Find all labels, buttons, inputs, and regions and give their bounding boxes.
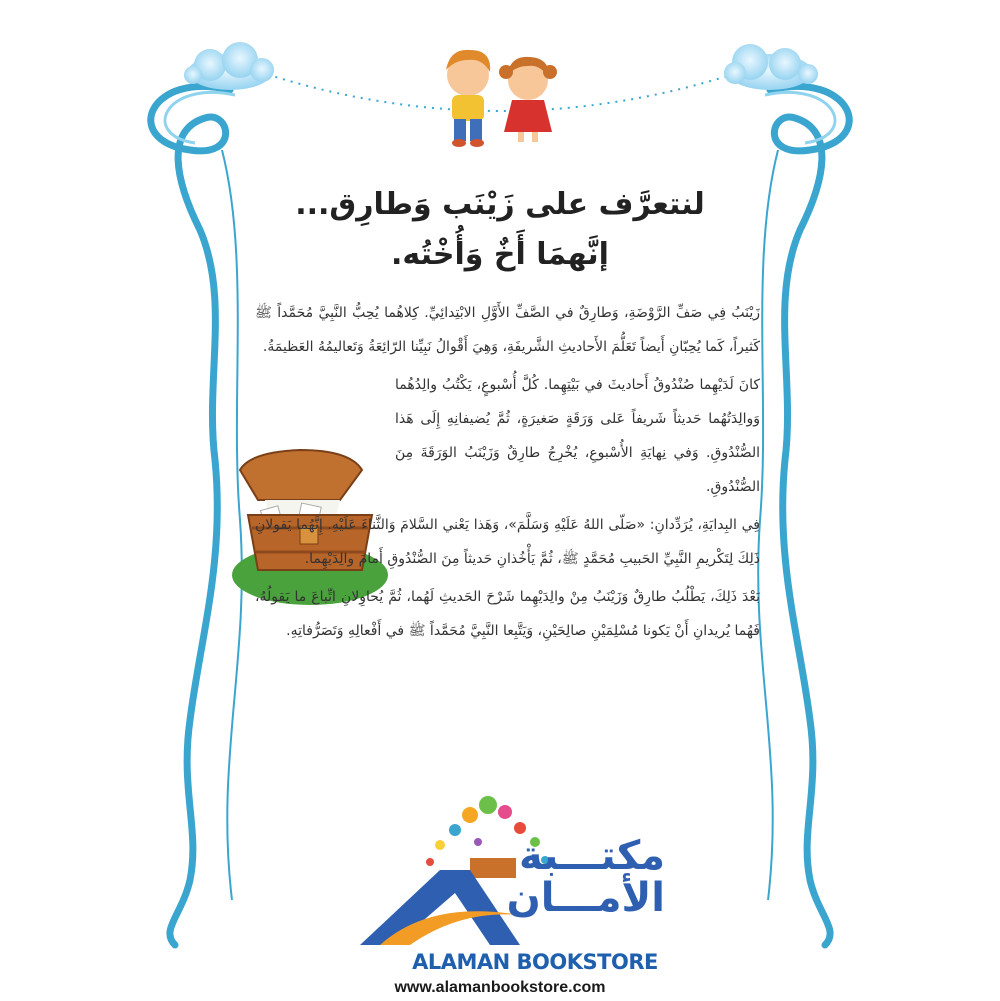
title-line-1: لنتعرَّف على زَيْنَب وَطارِق... — [295, 187, 705, 222]
brand-arabic-line-1: مكتـــبة — [519, 833, 665, 879]
frame-left-border — [151, 86, 230, 945]
paragraph-2: كانَ لَدَيْهِما صُنْدُوقُ أَحاديثَ في بَيْتِهِما. كُلَّ أُسْبوعٍ، يَكْتُبُ والِدُهُما وَوالِدَتُهُما حَديثاً شَريفاً عَلى وَرَقَةٍ صَغيرَةٍ، ثُمَّ يُضيفانِهِ إِلَى هَذا الصُّنْدُوقِ. وَفي نِهايَةِ الأُسْبوعِ، يُخْرِجُ طارِقٌ وَزَيْنَبُ الوَرَقَةَ مِنَ الصُّنْدُوقِ. — [395, 377, 760, 495]
logo-a-mark — [360, 870, 520, 945]
brand-arabic — [506, 833, 665, 921]
paragraph-3: فِي البِدايَةِ، يُرَدِّدانِ: «صَلّى اللهُ عَلَيْهِ وَسَلَّمَ»، وَهَذا يَعْني السَّلامَ وَالثَّناءَ عَلَيْهِ. إِنَّهُما يَقولانِ ذَلِكَ لِتَكْريمِ النَّبِيِّ الحَبيبِ مُحَمَّدٍ ﷺ، ثُمَّ يَأْخُذانِ حَديثاً مِنَ الصُّنْدُوقِ أَمامَ والِدَيْهِما. — [255, 517, 760, 567]
paragraph-4: بَعْدَ ذَلِكَ، يَطْلُبُ طارِقٌ وَزَيْنَبُ مِنْ والِدَيْهِما شَرْحَ الحَديثِ لَهُما، ثُمَّ يُحاوِلانِ اتِّباعَ ما يَقولُهُ، فَهُما يُريدانِ أَنْ يَكونا مُسْلِمَيْنِ صالِحَيْنِ، وَيَتَّبِعا النَّبِيَّ مُحَمَّداً ﷺ في أَفْعالِهِ وَتَصَرُّفاتِهِ. — [255, 589, 760, 639]
brand-arabic-line-2: الأمـــان — [506, 875, 665, 921]
story-text — [255, 296, 760, 652]
left-cloud — [184, 42, 274, 90]
frame-right-border — [770, 86, 849, 945]
page-title — [250, 180, 750, 280]
children-illustration — [446, 50, 557, 147]
paragraph-1: زَيْنَبُ فِي صَفِّ الرَّوْضَةِ، وَطارِقٌ في الصَّفِّ الأَوَّلِ الابْتِدائِيِّ. كِلاهُما يُحِبُّ النَّبِيَّ مُحَمَّداً ﷺ كَثيراً، كَما يُحِبّانِ أَيضاً تَعَلُّمَ الأَحاديثِ الشَّريفَةِ، وَهِيَ أَقْوالُ نَبِيِّنا الرّائِعَةُ وَتَعاليمُهُ العَظيمَةُ. — [255, 305, 760, 355]
right-cloud — [724, 44, 818, 90]
dotted-string — [260, 72, 740, 111]
website-url[interactable]: www.alamanbookstore.com — [394, 979, 606, 996]
brand-english: ALAMAN BOOKSTORE — [412, 950, 658, 974]
title-line-2: إنَّهمَا أَخٌ وَأُخْتُه. — [391, 237, 609, 272]
